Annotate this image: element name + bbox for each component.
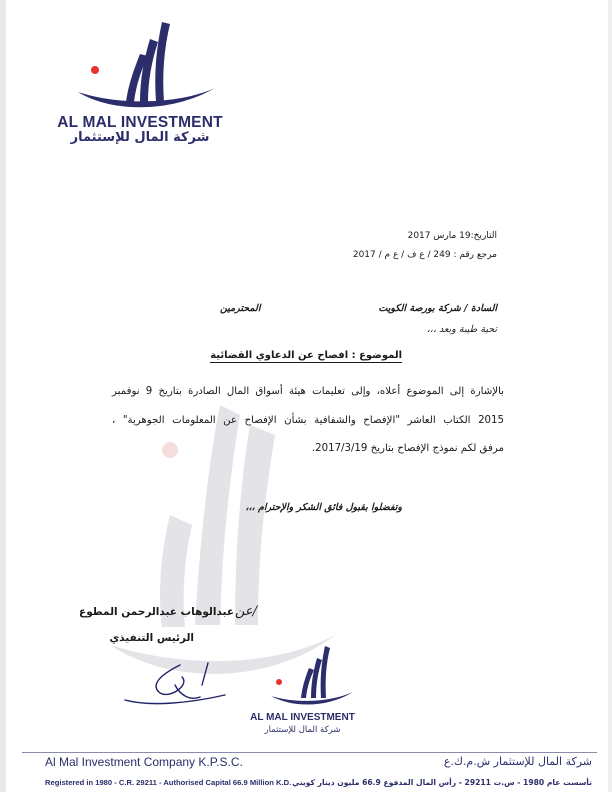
body-line: بالإشارة إلى الموضوع أعلاه، وإلى تعليمات هيئة أسواق المال الصادرة بتاريخ 9 نوفمبر xyxy=(112,386,505,397)
stamp-logo xyxy=(265,640,355,710)
signer-title: الرئيس التنفيذي xyxy=(109,632,194,644)
brand-name-en: AL MAL INVESTMENT xyxy=(57,114,223,131)
footer-company-en: Al Mal Investment Company K.P.S.C. xyxy=(45,755,243,769)
page-right-edge xyxy=(608,0,612,792)
letter-subject: الموضوع : افصاح عن الدعاوي القضائية xyxy=(210,350,402,361)
signature-for-mark: عن/ xyxy=(235,604,258,619)
addressee-honorific: المحترمين xyxy=(220,303,261,314)
page-left-edge xyxy=(0,0,6,792)
letter-date: التاريخ:19 مارس 2017 xyxy=(407,231,497,241)
body-line: 2015 الكتاب العاشر "الإفصاح والشفافية بشأن الإفصاح عن المعلومات الجوهرية" ، xyxy=(112,415,504,426)
footer-legal-ar: تأسست عام 1980 - س.ت 29211 - رأس المال المدفوع 66.9 مليون دينار كويتي xyxy=(292,778,592,787)
logo-red-dot xyxy=(91,66,99,74)
handwritten-signature xyxy=(120,655,230,710)
body-line: مرفق لكم نموذج الإفصاح بتاريخ 2017/3/19. xyxy=(311,443,504,454)
footer-legal-en: Registered in 1980 - C.R. 29211 - Authorised Capital 66.9 Million K.D. xyxy=(45,778,292,787)
letter-reference: مرجع رقم : 249 / ع ف / ع م / 2017 xyxy=(352,250,497,260)
closing-salutation: وتفضلوا بقبول فائق الشكر والإحترام ،،، xyxy=(245,502,402,513)
addressee-name: السادة / شركة بورصة الكويت xyxy=(378,303,497,314)
stamp-brand-en: AL MAL INVESTMENT xyxy=(250,712,355,723)
stamp-brand-ar: شركة المال للإستثمار xyxy=(264,725,341,735)
brand-name-ar: شركة المال للإستثمار xyxy=(70,130,210,145)
footer-company-ar: شركة المال للإستثمار ش.م.ك.ع xyxy=(443,755,592,768)
signer-name: عبدالوهاب عبدالرحمن المطوع xyxy=(79,606,234,618)
footer-rule xyxy=(22,752,597,753)
company-logo xyxy=(70,14,220,114)
greeting: تحية طيبة وبعد ،،، xyxy=(426,324,497,335)
